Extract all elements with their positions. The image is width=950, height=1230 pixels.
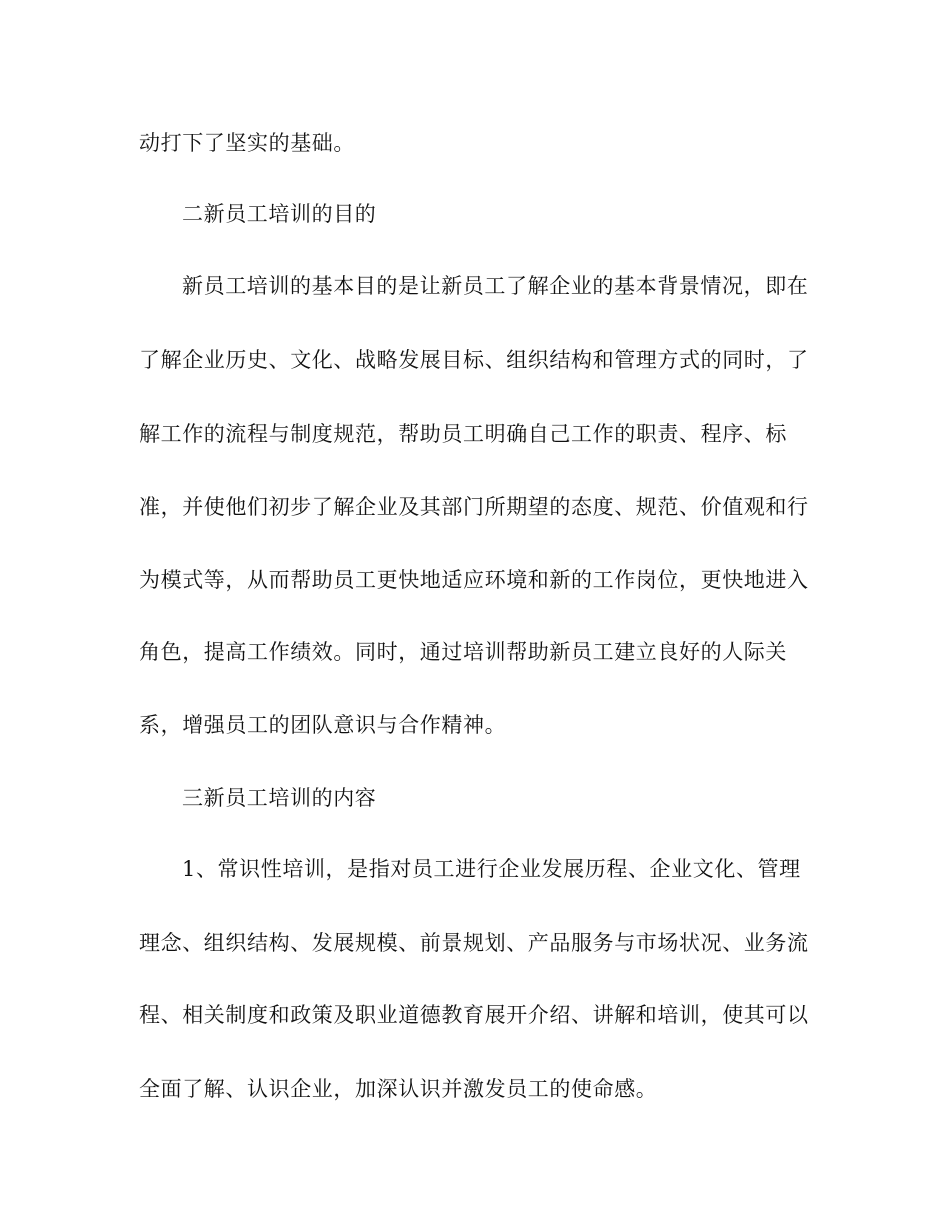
section-heading-3: 三新员工培训的内容 [182, 786, 377, 810]
paragraph-line: 1、常识性培训，是指对员工进行企业发展历程、企业文化、管理 [182, 857, 801, 881]
paragraph-line: 新员工培训的基本目的是让新员工了解企业的基本背景情况，即在 [182, 274, 809, 298]
paragraph-line: 角色，提高工作绩效。同时，通过培训帮助新员工建立良好的人际关 [139, 640, 787, 664]
paragraph-line: 解工作的流程与制度规范，帮助员工明确自己工作的职责、程序、标 [139, 422, 787, 446]
paragraph-continuation: 动打下了坚实的基础。 [139, 131, 355, 155]
paragraph-line: 系，增强员工的团队意识与合作精神。 [139, 713, 507, 737]
section-heading-2: 二新员工培训的目的 [182, 202, 377, 226]
paragraph-line: 了解企业历史、文化、战略发展目标、组织结构和管理方式的同时，了 [139, 348, 809, 372]
paragraph-line: 为模式等，从而帮助员工更快地适应环境和新的工作岗位，更快地进入 [139, 568, 809, 592]
paragraph-line: 全面了解、认识企业，加深认识并激发员工的使命感。 [139, 1077, 658, 1101]
paragraph-line: 准，并使他们初步了解企业及其部门所期望的态度、规范、价值观和行 [139, 495, 809, 519]
paragraph-line: 理念、组织结构、发展规模、前景规划、产品服务与市场状况、业务流 [139, 931, 809, 955]
paragraph-line: 程、相关制度和政策及职业道德教育展开介绍、讲解和培训，使其可以 [139, 1003, 809, 1027]
